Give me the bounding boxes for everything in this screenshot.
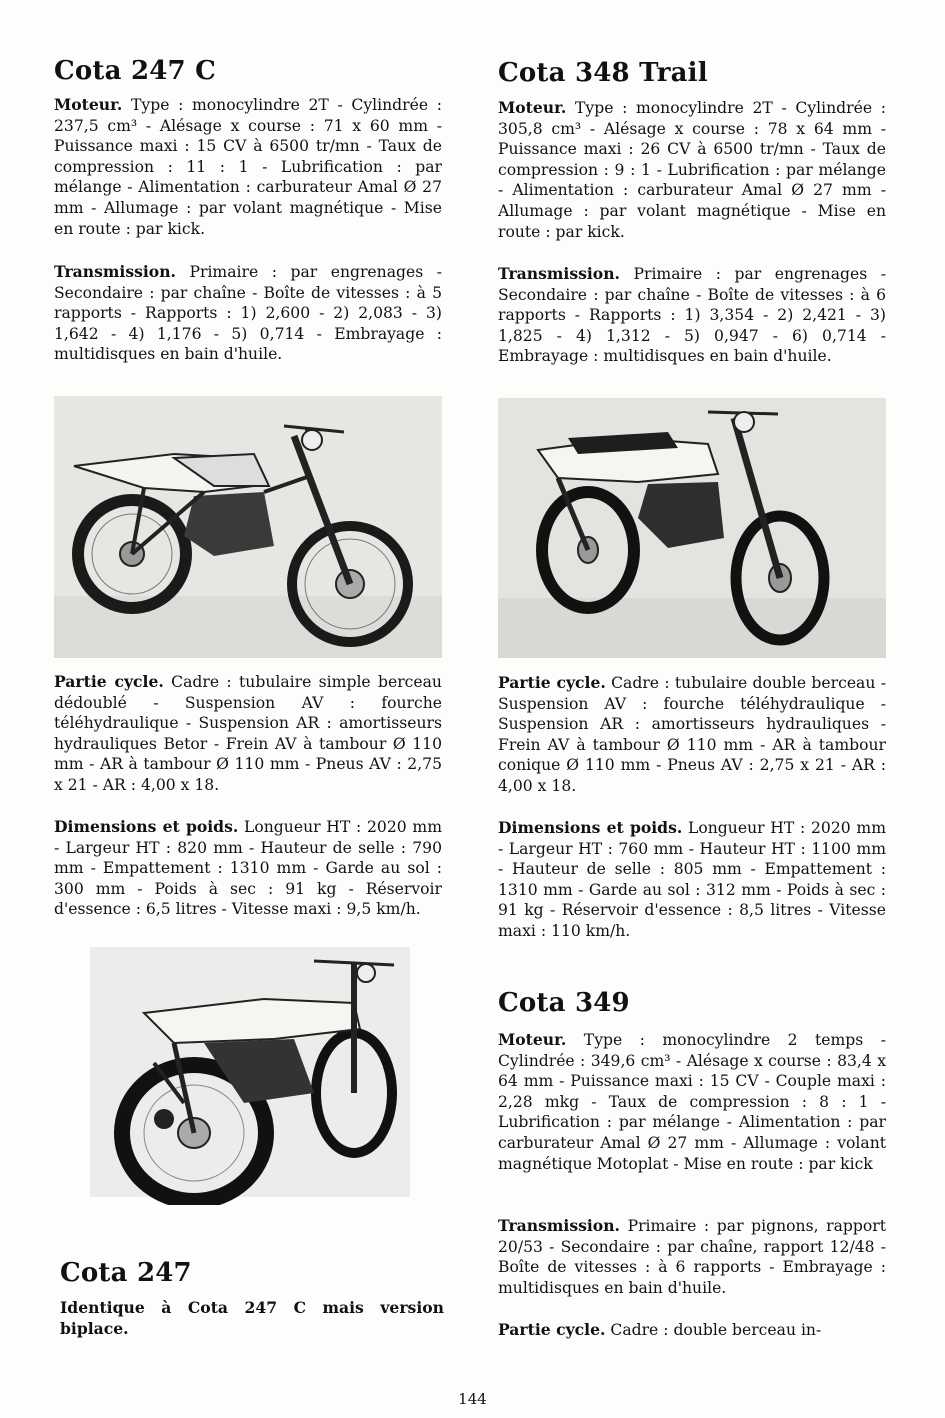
label-partie-cycle: Partie cycle.: [498, 1320, 606, 1339]
text-transmission: Primaire : par engrenages - Secondaire : par chaîne - Boîte de vitesses : à 5 rapports - Rapports : 1) 2,600 - 2) 2,083 - 3) 1,642 - 4) 1,176 - 5) 0,714 - Embrayage : multidisques en bain d'huile.: [54, 263, 442, 364]
text-partie-cycle: Cadre : tubulaire double berceau - Suspension AV : fourche téléhydraulique - Suspension AR : amortisseurs hydrauliques - Frein AV à tambour Ø 110 mm - AR à tambour conique Ø 110 mm - Pneus AV : 2,75 x 21 - AR : 4,00 x 18.: [498, 674, 886, 795]
spec-moteur-349: [498, 1030, 886, 1174]
label-partie-cycle: Partie cycle.: [498, 673, 606, 692]
spec-moteur-348: [498, 98, 886, 242]
title-cota-349: Cota 349: [498, 988, 630, 1018]
spec-moteur-247c: [54, 95, 442, 239]
photo-cota-247c: [54, 396, 442, 658]
label-moteur: Moteur.: [498, 98, 567, 117]
text-moteur: Type : monocylindre 2T - Cylindrée : 305,8 cm³ - Alésage x course : 78 x 64 mm - Puissance maxi : 26 CV à 6500 tr/mn - Taux de compression : 9 : 1 - Lubrification : par mélange - Alimentation : carburateur Amal Ø 27 mm - Allumage : par volant magnétique - Mise en route : par kick.: [498, 99, 886, 241]
text-moteur: Type : monocylindre 2T - Cylindrée : 237,5 cm³ - Alésage x course : 71 x 60 mm - Puissance maxi : 15 CV à 6500 tr/mn - Taux de compression : 11 : 1 - Lubrification : par mélange - Alimentation : carburateur Amal Ø 27 mm - Allumage : par volant magnétique - Mise en route : par kick.: [54, 96, 442, 238]
text-transmission: Primaire : par engrenages - Secondaire : par chaîne - Boîte de vitesses : à 6 rapports - Rapports : 1) 3,354 - 2) 2,421 - 3) 1,825 - 4) 1,312 - 5) 0,947 - 6) 0,714 - Embrayage : multidisques en bain d'huile.: [498, 265, 886, 366]
photo-cota-348-trail: [498, 398, 886, 658]
label-moteur: Moteur.: [498, 1030, 567, 1049]
spec-partie-cycle-247c: [54, 672, 442, 796]
spec-transmission-348: [498, 264, 886, 367]
spec-dimensions-348: [498, 818, 886, 942]
page-number: 144: [458, 1390, 487, 1408]
photo-cota-247: [54, 943, 442, 1205]
label-transmission: Transmission.: [498, 264, 620, 283]
spec-partie-cycle-349: [498, 1320, 886, 1341]
label-moteur: Moteur.: [54, 95, 123, 114]
label-transmission: Transmission.: [54, 262, 176, 281]
text-dimensions: Longueur HT : 2020 mm - Largeur HT : 820 mm - Hauteur de selle : 790 mm - Empattement : 1310 mm - Garde au sol : 300 mm - Poids à sec : 91 kg - Réservoir d'essence : 6,5 litres - Vitesse maxi : 9,5 km/h.: [54, 818, 442, 919]
label-dimensions: Dimensions et poids.: [498, 818, 683, 837]
title-cota-247: Cota 247: [60, 1258, 192, 1288]
text-partie-cycle: Cadre : tubulaire simple berceau dédoublé - Suspension AV : fourche téléhydraulique - Suspension AR : amortisseurs hydrauliques Betor - Frein AV à tambour Ø 110 mm - AR à tambour Ø 110 mm - Pneus AV : 2,75 x 21 - AR : 4,00 x 18.: [54, 673, 442, 794]
text-transmission: Primaire : par pignons, rapport 20/53 - Secondaire : par chaîne, rapport 12/48 - Boîte de vitesses : à 6 rapports - Embrayage : multidisques en bain d'huile.: [498, 1217, 886, 1297]
title-cota-247c: Cota 247 C: [54, 56, 216, 86]
spec-dimensions-247c: [54, 817, 442, 920]
spec-transmission-349: [498, 1216, 886, 1298]
title-cota-348-trail: Cota 348 Trail: [498, 58, 708, 88]
spec-transmission-247c: [54, 262, 442, 365]
text-dimensions: Longueur HT : 2020 mm - Largeur HT : 760 mm - Hauteur HT : 1100 mm - Hauteur de selle : 805 mm - Empattement : 1310 mm - Garde au sol : 312 mm - Poids à sec : 91 kg - Réservoir d'essence : 8,5 litres - Vitesse maxi : 110 km/h.: [498, 819, 886, 940]
text-cota-247: Identique à Cota 247 C mais version biplace.: [60, 1298, 444, 1338]
spec-partie-cycle-348: [498, 673, 886, 797]
label-partie-cycle: Partie cycle.: [54, 672, 164, 691]
label-transmission: Transmission.: [498, 1216, 620, 1235]
text-moteur: Type : monocylindre 2 temps - Cylindrée : 349,6 cm³ - Alésage x course : 83,4 x 64 mm - Puissance maxi : 15 CV - Couple maxi : 2,28 mkg - Taux de compression : 8 : 1 - Lubrification : par mélange - Alimentation : par carburateur Amal Ø 27 mm - Allumage : volant magnétique Motoplat - Mise en route : par kick: [498, 1031, 886, 1173]
text-partie-cycle: Cadre : double berceau in-: [605, 1321, 822, 1339]
label-dimensions: Dimensions et poids.: [54, 817, 239, 836]
